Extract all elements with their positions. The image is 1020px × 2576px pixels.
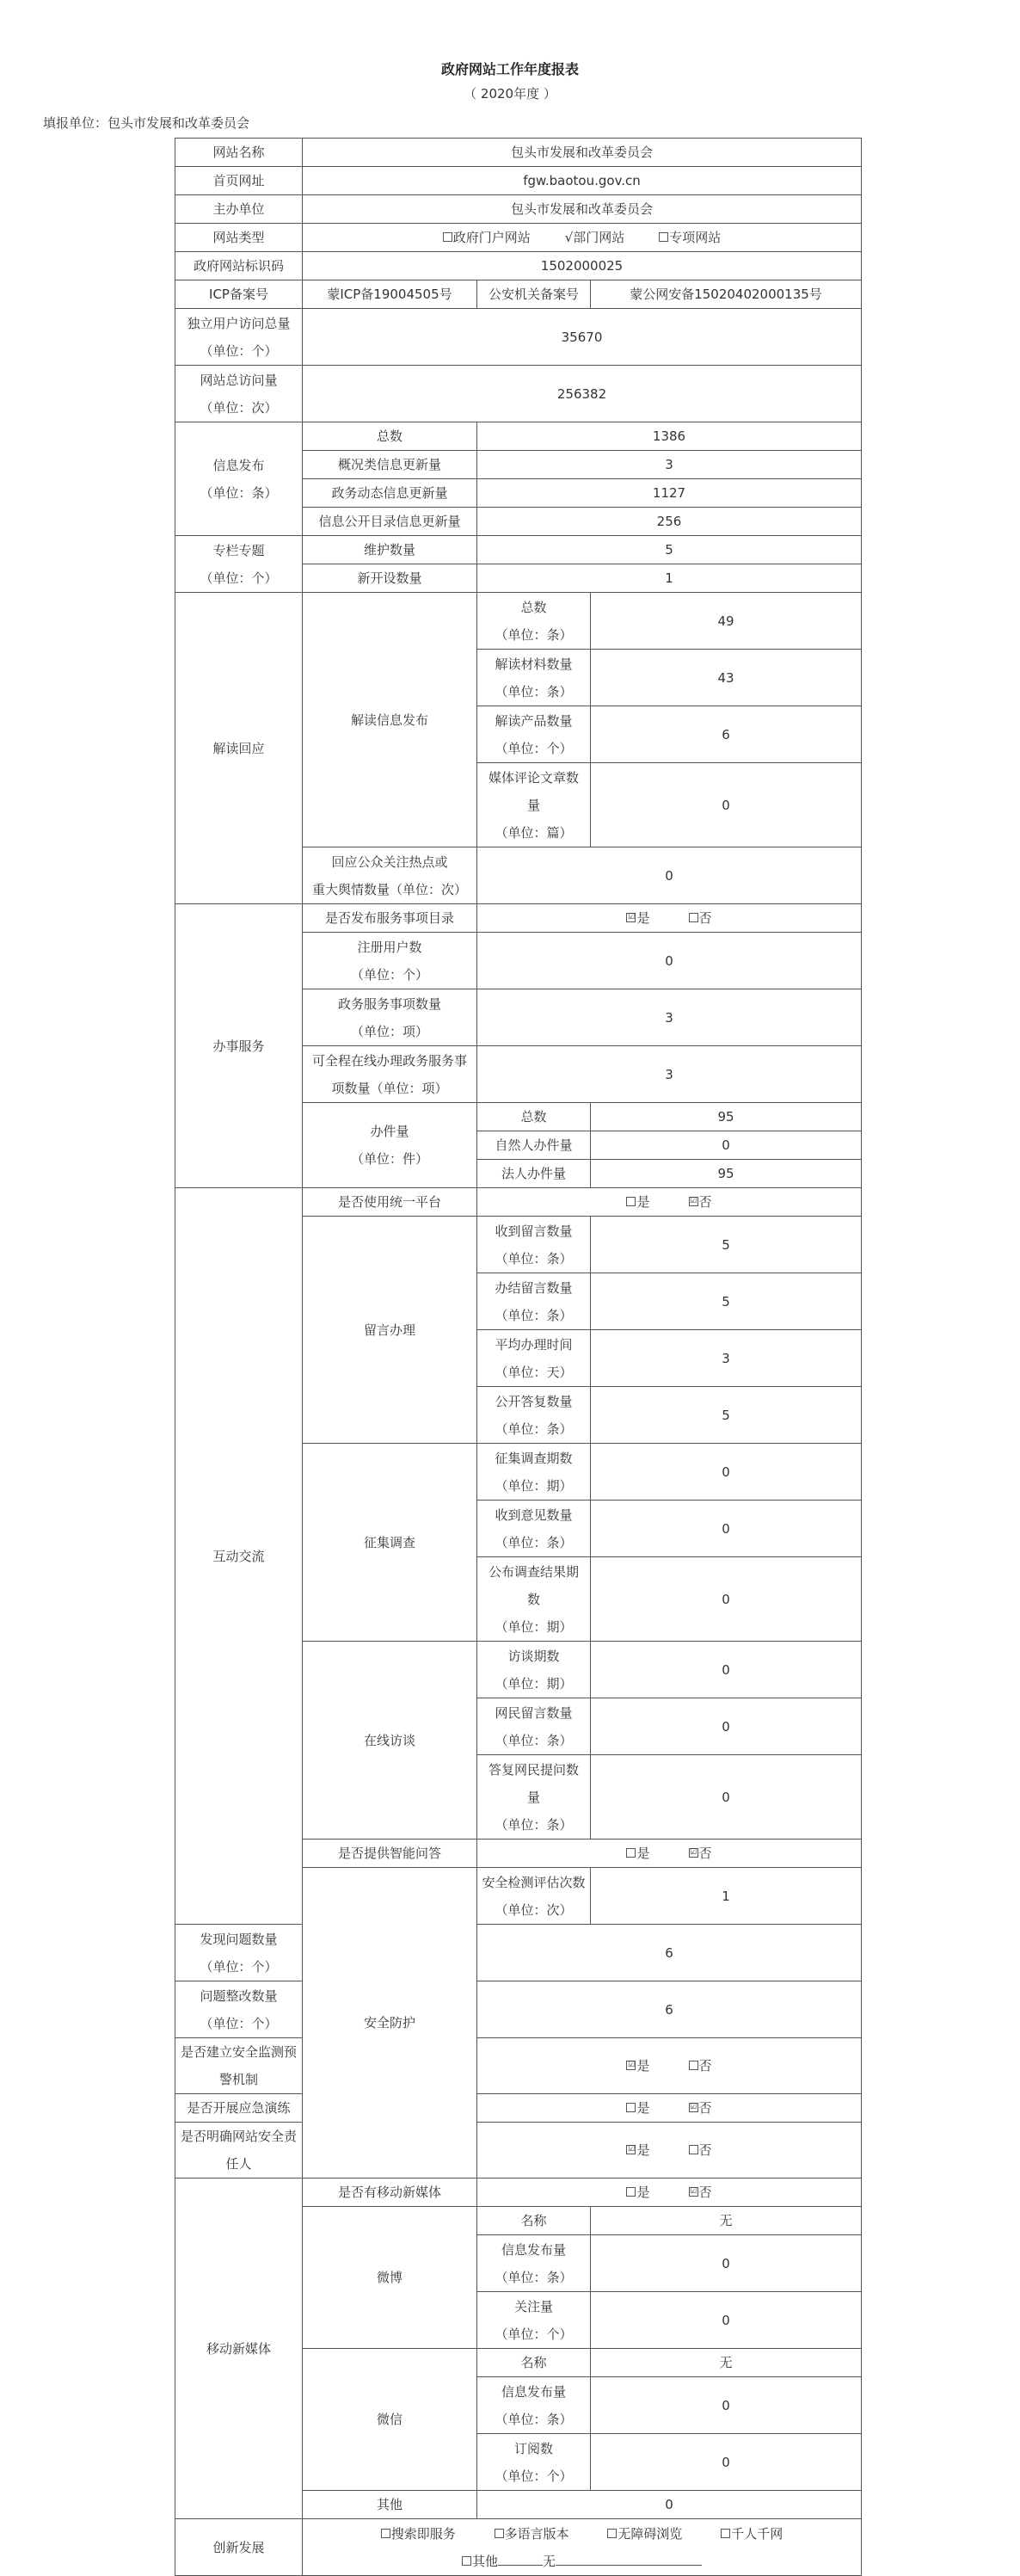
innovation-other-value: 无: [543, 2553, 556, 2569]
innovation-label: 创新发展: [175, 2519, 303, 2576]
type-label: 网站类型: [175, 224, 303, 252]
msg-done: 5: [591, 1273, 862, 1330]
filler-unit: 填报单位：包头市发展和改革委员会: [43, 115, 250, 131]
mobile-has-options: 是 ☑ 否: [477, 2179, 862, 2207]
checked-box-icon: ☑: [689, 2187, 697, 2196]
interpret-label: 解读回应: [175, 593, 303, 904]
org-name: 包头市发展和改革委员会: [303, 195, 862, 224]
icp-value: 蒙ICP备19004505号: [303, 280, 477, 309]
security-found-label: 发现问题数量 （单位：个）: [175, 1925, 303, 1981]
home-label: 首页网址: [175, 167, 303, 195]
interpret-respond-label: 回应公众关注热点或 重大舆情数量（单位：次）: [303, 847, 477, 904]
checkbox-icon: [626, 1848, 636, 1858]
checkbox-icon: [689, 2061, 698, 2070]
msg-recv: 5: [591, 1217, 862, 1273]
talk-msgs-label: 网民留言数量 （单位：条）: [477, 1698, 591, 1755]
cases-legal-label: 法人办件量: [477, 1160, 591, 1188]
site-name: 包头市发展和改革委员会: [303, 139, 862, 167]
org-label: 主办单位: [175, 195, 303, 224]
wechat-sub: 0: [591, 2434, 862, 2491]
checkbox-icon: [495, 2529, 504, 2538]
service-catalog-label: 是否发布服务事项目录: [303, 904, 477, 933]
security-owner-label: 是否明确网站安全责任人: [175, 2123, 303, 2179]
checkbox-icon: [689, 2145, 698, 2154]
wechat-name: 无: [591, 2349, 862, 2377]
mobile-other: 0: [477, 2491, 862, 2519]
info-overview: 3: [477, 451, 862, 479]
security-warn-options: ☑ 是 否: [477, 2038, 862, 2094]
column-new-label: 新开设数量: [303, 564, 477, 593]
checkbox-icon: [659, 232, 668, 242]
report-year: （ 2020年度 ）: [464, 86, 556, 102]
security-fixed-label: 问题整改数量 （单位：个）: [175, 1981, 303, 2038]
cases-legal: 95: [591, 1160, 862, 1188]
survey-results-label: 公布调查结果期 数 （单位：期）: [477, 1557, 591, 1642]
service-online-label: 可全程在线办理政务服务事 项数量（单位：项）: [303, 1046, 477, 1103]
code-label: 政府网站标识码: [175, 252, 303, 280]
info-overview-label: 概况类信息更新量: [303, 451, 477, 479]
wechat-posts: 0: [591, 2377, 862, 2434]
security-eval: 1: [591, 1868, 862, 1925]
site-name-label: 网站名称: [175, 139, 303, 167]
type-opt-special: 专项网站: [669, 230, 722, 245]
msg-avg-label: 平均办理时间 （单位：天）: [477, 1330, 591, 1387]
weibo-follow-label: 关注量 （单位：个）: [477, 2292, 591, 2349]
survey-opinions-label: 收到意见数量 （单位：条）: [477, 1501, 591, 1557]
weibo-name-label: 名称: [477, 2207, 591, 2235]
interpret-total: 49: [591, 593, 862, 650]
info-total-label: 总数: [303, 422, 477, 451]
interpret-material-label: 解读材料数量 （单位：条）: [477, 650, 591, 706]
msg-done-label: 办结留言数量 （单位：条）: [477, 1273, 591, 1330]
cases-natural-label: 自然人办件量: [477, 1131, 591, 1160]
wechat-label: 微信: [303, 2349, 477, 2491]
security-warn-label: 是否建立安全监测预警机制: [175, 2038, 303, 2094]
service-users-label: 注册用户数 （单位：个）: [303, 933, 477, 989]
checkbox-icon: [626, 1197, 636, 1206]
checkbox-icon: [626, 2187, 636, 2197]
weibo-posts-label: 信息发布量 （单位：条）: [477, 2235, 591, 2292]
security-eval-label: 安全检测评估次数 （单位：次）: [477, 1868, 591, 1925]
info-total: 1386: [477, 422, 862, 451]
weibo-posts: 0: [591, 2235, 862, 2292]
info-label: 信息发布 （单位：条）: [175, 422, 303, 536]
security-fixed: 6: [477, 1981, 862, 2038]
interpret-sub-label: 解读信息发布: [303, 593, 477, 847]
site-code: 1502000025: [303, 252, 862, 280]
service-cases-label: 办件量 （单位：件）: [303, 1103, 477, 1188]
survey-results: 0: [591, 1557, 862, 1642]
msg-recv-label: 收到留言数量 （单位：条）: [477, 1217, 591, 1273]
survey-opinions: 0: [591, 1501, 862, 1557]
report-table: [175, 138, 862, 2576]
police-value: 蒙公网安备15020402000135号: [591, 280, 862, 309]
talk-ans-label: 答复网民提问数 量 （单位：条）: [477, 1755, 591, 1840]
checked-box-icon: ☑: [627, 2145, 636, 2154]
info-catalog: 256: [477, 508, 862, 536]
cases-total-label: 总数: [477, 1103, 591, 1131]
msg-avg: 3: [591, 1330, 862, 1387]
column-new: 1: [477, 564, 862, 593]
msg-pub: 5: [591, 1387, 862, 1444]
icp-label: ICP备案号: [175, 280, 303, 309]
checkbox-icon: [381, 2529, 390, 2538]
checkbox-icon: [443, 232, 452, 242]
police-label: 公安机关备案号: [477, 280, 591, 309]
type-opt-department: √部门网站: [564, 230, 625, 245]
cases-natural: 0: [591, 1131, 862, 1160]
wechat-name-label: 名称: [477, 2349, 591, 2377]
survey-label: 征集调查: [303, 1444, 477, 1642]
checked-box-icon: ☑: [627, 2061, 636, 2069]
service-items-label: 政务服务事项数量 （单位：项）: [303, 989, 477, 1046]
security-owner-options: ☑ 是 否: [477, 2123, 862, 2179]
checked-box-icon: ☑: [689, 1848, 697, 1857]
checkbox-icon: [462, 2556, 471, 2566]
mobile-label: 移动新媒体: [175, 2179, 303, 2519]
site-type-options: [303, 224, 862, 252]
weibo-label: 微博: [303, 2207, 477, 2349]
interact-label: 互动交流: [175, 1188, 303, 1925]
talk-periods: 0: [591, 1642, 862, 1698]
talk-periods-label: 访谈期数 （单位：期）: [477, 1642, 591, 1698]
pv-value: 256382: [303, 366, 862, 422]
checked-box-icon: ☑: [627, 913, 636, 921]
checkbox-icon: [607, 2529, 617, 2538]
interpret-total-label: 总数 （单位：条）: [477, 593, 591, 650]
info-news-label: 政务动态信息更新量: [303, 479, 477, 508]
security-label: 安全防护: [303, 1868, 477, 2179]
smart-options: 是 ☑ 否: [477, 1840, 862, 1868]
service-items: 3: [477, 989, 862, 1046]
weibo-name: 无: [591, 2207, 862, 2235]
uv-value: 35670: [303, 309, 862, 366]
service-online: 3: [477, 1046, 862, 1103]
interpret-material: 43: [591, 650, 862, 706]
column-label: 专栏专题 （单位：个）: [175, 536, 303, 593]
wechat-posts-label: 信息发布量 （单位：条）: [477, 2377, 591, 2434]
column-maintain-label: 维护数量: [303, 536, 477, 564]
type-opt-portal: 政府门户网站: [452, 230, 531, 245]
uv-label: 独立用户访问总量 （单位：个）: [175, 309, 303, 366]
checkbox-icon: [689, 913, 698, 922]
interpret-media-label: 媒体评论文章数 量 （单位：篇）: [477, 763, 591, 847]
survey-periods-label: 征集调查期数 （单位：期）: [477, 1444, 591, 1501]
column-maintain: 5: [477, 536, 862, 564]
platform-options: 是 ☑ 否: [477, 1188, 862, 1217]
interpret-product-label: 解读产品数量 （单位：个）: [477, 706, 591, 763]
checked-box-icon: ☑: [689, 2103, 697, 2111]
weibo-follow: 0: [591, 2292, 862, 2349]
innovation-options: 搜索即服务 多语言版本 无障碍浏览 千人千网 其他 无: [303, 2519, 862, 2576]
checkbox-icon: [626, 2103, 636, 2112]
security-drill-label: 是否开展应急演练: [175, 2094, 303, 2123]
report-title: 政府网站工作年度报表: [440, 61, 579, 77]
smart-label: 是否提供智能问答: [303, 1840, 477, 1868]
talk-ans: 0: [591, 1755, 862, 1840]
checked-box-icon: ☑: [689, 1197, 697, 1205]
service-label: 办事服务: [175, 904, 303, 1188]
interpret-respond: 0: [477, 847, 862, 904]
msg-pub-label: 公开答复数量 （单位：条）: [477, 1387, 591, 1444]
service-users: 0: [477, 933, 862, 989]
service-catalog-options: ☑ 是 否: [477, 904, 862, 933]
info-catalog-label: 信息公开目录信息更新量: [303, 508, 477, 536]
interpret-media: 0: [591, 763, 862, 847]
checkbox-icon: [721, 2529, 730, 2538]
talk-msgs: 0: [591, 1698, 862, 1755]
interpret-product: 6: [591, 706, 862, 763]
mobile-other-label: 其他: [303, 2491, 477, 2519]
info-news: 1127: [477, 479, 862, 508]
home-url: fgw.baotou.gov.cn: [303, 167, 862, 195]
platform-label: 是否使用统一平台: [303, 1188, 477, 1217]
mobile-has-label: 是否有移动新媒体: [303, 2179, 477, 2207]
pv-label: 网站总访问量 （单位：次）: [175, 366, 303, 422]
security-found: 6: [477, 1925, 862, 1981]
msg-label: 留言办理: [303, 1217, 477, 1444]
cases-total: 95: [591, 1103, 862, 1131]
talk-label: 在线访谈: [303, 1642, 477, 1840]
security-drill-options: 是 ☑ 否: [477, 2094, 862, 2123]
wechat-sub-label: 订阅数 （单位：个）: [477, 2434, 591, 2491]
survey-periods: 0: [591, 1444, 862, 1501]
